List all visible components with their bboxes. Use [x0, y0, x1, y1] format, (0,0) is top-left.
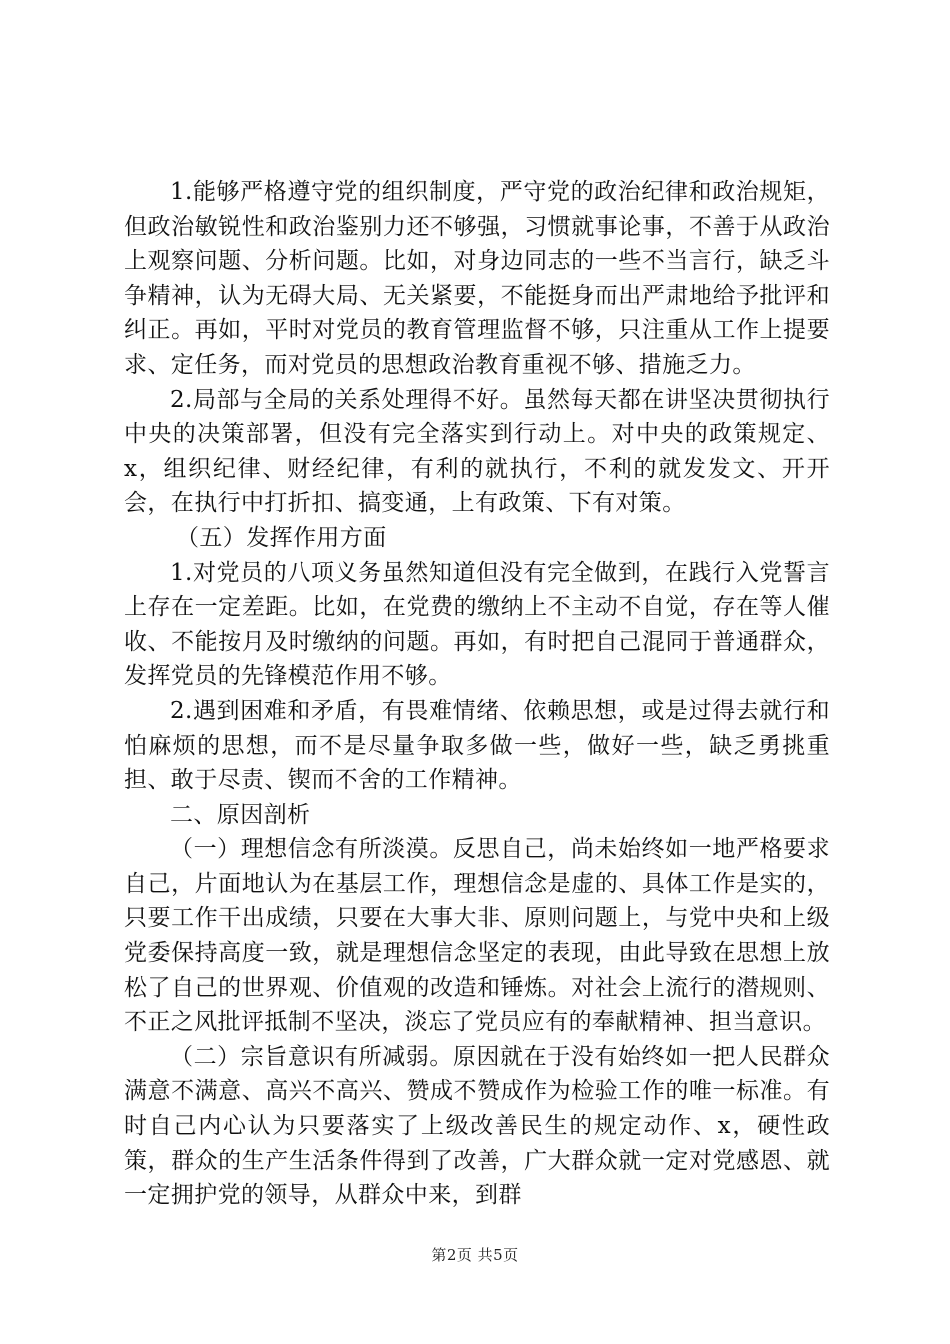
paragraph-party-obligations: 1.对党员的八项义务虽然知道但没有完全做到，在践行入党誓言上存在一定差距。比如，在党费的缴纳上不主动不自觉，存在等人催收、不能按月及时缴纳的问题。再如，有时把自己混同于普通群众，发挥党员的先锋模范作用不够。	[124, 559, 830, 690]
paragraph-ideals-beliefs: （一）理想信念有所淡漠。反思自己，尚未始终如一地严格要求自己，片面地认为在基层工作，理想信念是虚的、具体工作是实的，只要工作干出成绩，只要在大事大非、原则问题上，与党中央和上级党委保持高度一致，就是理想信念坚定的表现，由此导致在思想上放松了自己的世界观、价值观的改造和锤炼。对社会上流行的潜规则、不正之风批评抵制不坚决，淡忘了党员应有的奉献精神、担当意识。	[124, 836, 830, 1036]
section-heading-role: （五）发挥作用方面	[176, 524, 387, 551]
document-body	[124, 175, 830, 1213]
section-heading-causes: 二、原因剖析	[170, 801, 311, 828]
paragraph-difficulties: 2.遇到困难和矛盾，有畏难情绪、依赖思想，或是过得去就行和怕麻烦的思想，而不是尽量争取多做一些，做好一些，缺乏勇挑重担、敢于尽责、锲而不舍的工作精神。	[124, 697, 830, 794]
paragraph-purpose-awareness: （二）宗旨意识有所减弱。原因就在于没有始终如一把人民群众满意不满意、高兴不高兴、赞成不赞成作为检验工作的唯一标准。有时自己内心认为只要落实了上级改善民生的规定动作、x，硬性政策，群众的生产生活条件得到了改善，广大群众就一定对党感恩、就一定拥护党的领导，从群众中来，到群	[124, 1043, 830, 1209]
page-number-footer: 第2页 共5页	[431, 1246, 519, 1264]
paragraph-political-discipline: 1.能够严格遵守党的组织制度，严守党的政治纪律和政治规矩，但政治敏锐性和政治鉴别力还不够强，习惯就事论事，不善于从政治上观察问题、分析问题。比如，对身边同志的一些不当言行，缺乏斗争精神，认为无碍大局、无关紧要，不能挺身而出严肃地给予批评和纠正。再如，平时对党员的教育管理监督不够，只注重从工作上提要求、定任务，而对党员的思想政治教育重视不够、措施乏力。	[124, 179, 830, 378]
paragraph-local-global: 2.局部与全局的关系处理得不好。虽然每天都在讲坚决贯彻执行中央的决策部署，但没有完全落实到行动上。对中央的政策规定、x，组织纪律、财经纪律，有利的就执行，不利的就发发文、开开会，在执行中打折扣、搞变通，上有政策、下有对策。	[124, 386, 830, 517]
